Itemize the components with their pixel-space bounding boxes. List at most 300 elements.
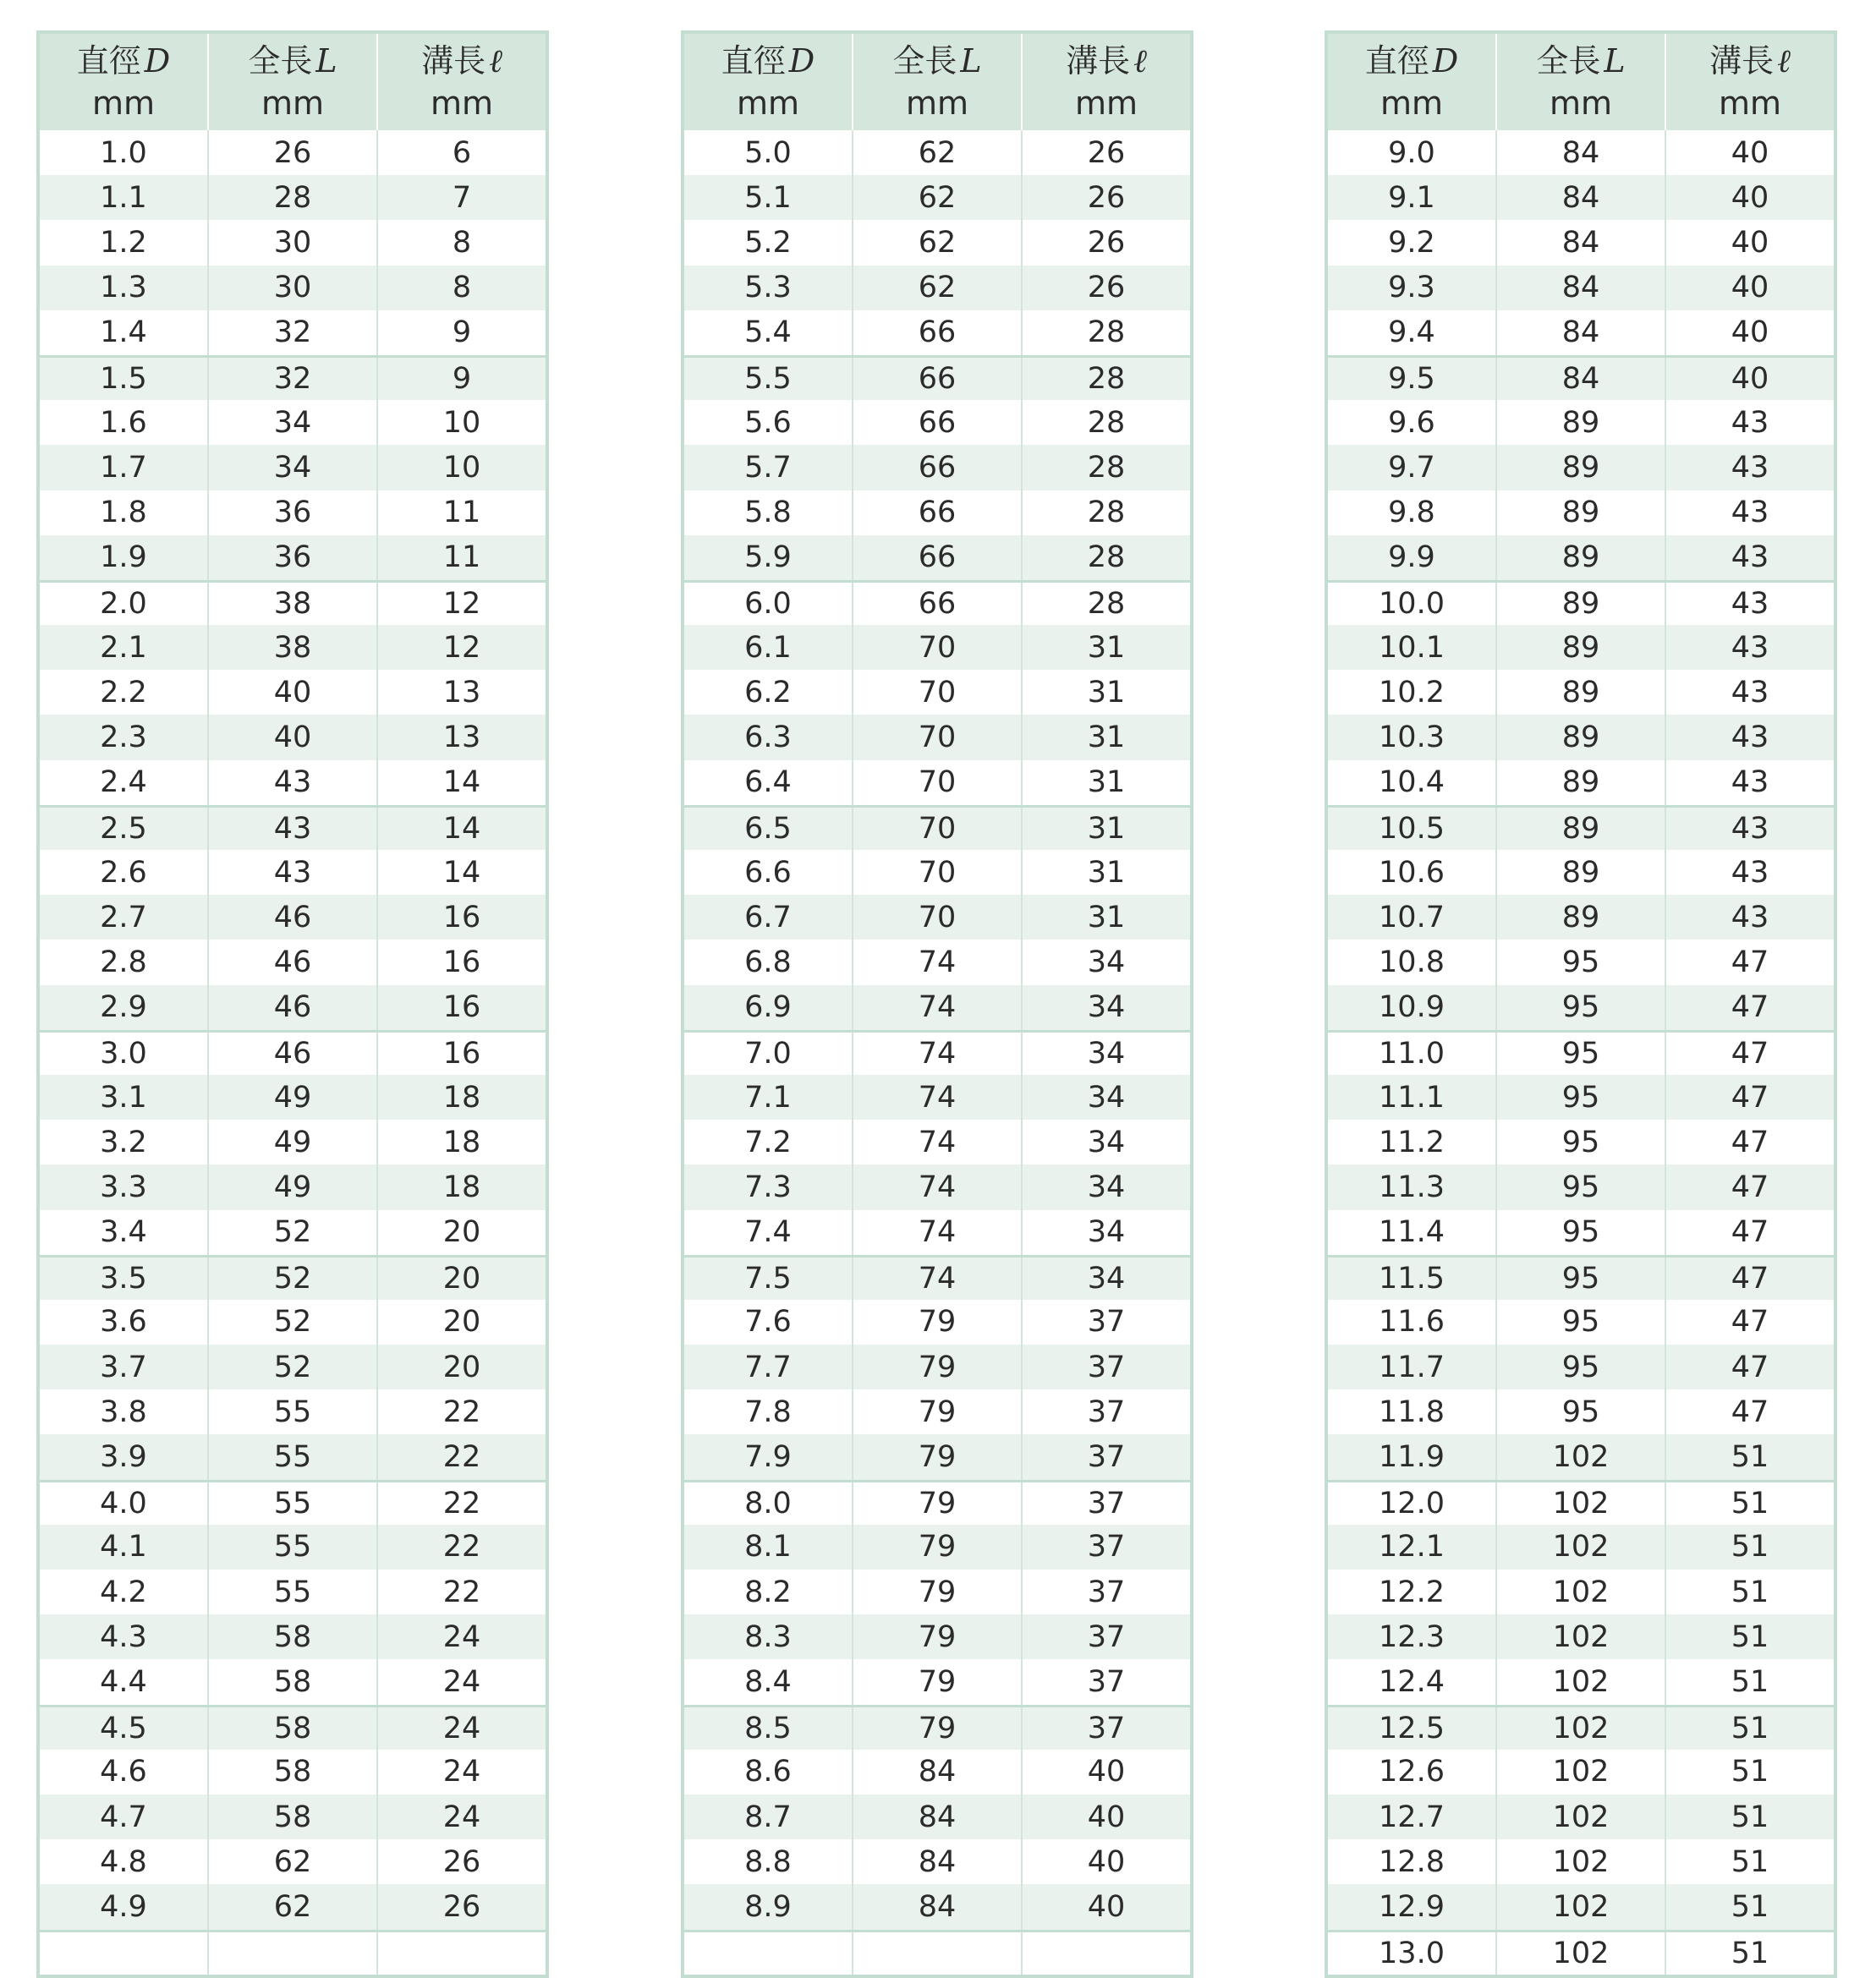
total-length-cell: 95 xyxy=(1495,1164,1665,1209)
table-row xyxy=(1328,985,1834,1030)
diameter-cell: 8.8 xyxy=(744,1844,792,1879)
header-label: 溝長 xyxy=(421,42,486,79)
flute-length-cell: 26 xyxy=(1021,175,1190,220)
diameter-cell: 9.7 xyxy=(1388,450,1435,485)
header-symbol: L xyxy=(315,42,337,79)
table-row xyxy=(684,1705,1190,1750)
flute-length-cell: 51 xyxy=(1665,1434,1834,1479)
total-length-cell: 79 xyxy=(852,1300,1021,1345)
total-length-cell: 66 xyxy=(852,445,1021,490)
table-row xyxy=(1328,580,1834,625)
total-length-cell: 32 xyxy=(207,310,376,355)
diameter-cell: 10.8 xyxy=(1379,945,1445,979)
flute-length-cell: 31 xyxy=(1021,850,1190,895)
table-row xyxy=(40,310,546,355)
diameter-cell: 1.4 xyxy=(100,315,147,350)
flute-length-cell: 47 xyxy=(1665,1210,1834,1255)
table-row xyxy=(40,1075,546,1120)
diameter-cell: 2.2 xyxy=(100,675,147,710)
flute-length-cell: 28 xyxy=(1021,490,1190,535)
table-row xyxy=(40,1884,546,1929)
flute-length-cell: 28 xyxy=(1021,400,1190,445)
diameter-cell: 12.9 xyxy=(1379,1889,1445,1924)
header-symbol: L xyxy=(960,42,982,79)
flute-length-cell: 18 xyxy=(376,1164,546,1209)
table-row xyxy=(1328,490,1834,535)
total-length-cell: 79 xyxy=(852,1570,1021,1614)
total-length-cell: 49 xyxy=(207,1164,376,1209)
diameter-cell: 6.6 xyxy=(744,855,792,890)
flute-length-cell: 34 xyxy=(1021,1164,1190,1209)
flute-length-cell: 20 xyxy=(376,1210,546,1255)
table-row xyxy=(1328,1434,1834,1479)
diameter-cell: 1.7 xyxy=(100,450,147,485)
total-length-cell: 95 xyxy=(1495,1120,1665,1164)
flute-length-cell: 28 xyxy=(1021,583,1190,625)
diameter-cell: 9.2 xyxy=(1388,225,1435,260)
table-row xyxy=(1328,1120,1834,1164)
diameter-cell: 3.1 xyxy=(100,1080,147,1115)
total-length-cell: 95 xyxy=(1495,1257,1665,1300)
table-row xyxy=(40,1434,546,1479)
total-length-cell: 89 xyxy=(1495,808,1665,850)
table-row xyxy=(40,760,546,805)
table-row xyxy=(40,1120,546,1164)
table-row xyxy=(40,445,546,490)
flute-length-cell: 24 xyxy=(376,1707,546,1750)
total-length-cell: 89 xyxy=(1495,535,1665,580)
table-row xyxy=(684,490,1190,535)
flute-length-cell: 14 xyxy=(376,808,546,850)
flute-length-cell: 40 xyxy=(1021,1839,1190,1884)
flute-length-cell: 43 xyxy=(1665,490,1834,535)
header-symbol: D xyxy=(788,42,815,79)
total-length-cell: 102 xyxy=(1495,1525,1665,1570)
header-label: 溝長 xyxy=(1709,42,1775,79)
header-unit: mm xyxy=(905,85,969,122)
header-unit: mm xyxy=(1380,85,1444,122)
total-length-cell: 95 xyxy=(1495,1300,1665,1345)
diameter-cell: 4.2 xyxy=(100,1575,147,1609)
diameter-cell: 8.2 xyxy=(744,1575,792,1609)
diameter-cell: 5.3 xyxy=(744,271,792,305)
table-row xyxy=(1328,1570,1834,1614)
table-row xyxy=(40,1300,546,1345)
header-symbol: D xyxy=(1432,42,1459,79)
total-length-cell: 74 xyxy=(852,940,1021,984)
diameter-cell: 11.7 xyxy=(1379,1350,1445,1384)
flute-length-cell: 51 xyxy=(1665,1614,1834,1659)
header-label: 直徑 xyxy=(76,42,141,79)
total-length-cell: 26 xyxy=(207,130,376,175)
diameter-cell: 4.5 xyxy=(100,1711,147,1745)
total-length-cell: 46 xyxy=(207,895,376,940)
table-row xyxy=(40,985,546,1030)
table-row xyxy=(1328,1255,1834,1300)
diameter-cell: 4.6 xyxy=(100,1755,147,1789)
header-symbol: ℓ xyxy=(1777,42,1791,79)
total-length-cell: 102 xyxy=(1495,1482,1665,1525)
diameter-cell: 7.4 xyxy=(744,1215,792,1250)
header-unit: mm xyxy=(1074,85,1138,122)
flute-length-cell: 37 xyxy=(1021,1707,1190,1750)
flute-length-cell: 12 xyxy=(376,583,546,625)
total-length-cell: 102 xyxy=(1495,1659,1665,1704)
spec-table-2 xyxy=(681,30,1193,1978)
table-row xyxy=(1328,1794,1834,1839)
diameter-cell: 4.8 xyxy=(100,1844,147,1879)
total-length-cell: 62 xyxy=(207,1839,376,1884)
table-row xyxy=(684,1389,1190,1434)
flute-length-cell: 40 xyxy=(1665,220,1834,265)
header-flute-length xyxy=(1021,34,1190,130)
diameter-cell: 11.0 xyxy=(1379,1036,1445,1071)
table-row xyxy=(1328,1614,1834,1659)
total-length-cell: 66 xyxy=(852,310,1021,355)
flute-length-cell: 11 xyxy=(376,490,546,535)
table-row xyxy=(684,445,1190,490)
total-length-cell: 102 xyxy=(1495,1839,1665,1884)
flute-length-cell: 47 xyxy=(1665,1120,1834,1164)
diameter-cell: 6.1 xyxy=(744,630,792,665)
table-row xyxy=(1328,400,1834,445)
total-length-cell: 84 xyxy=(1495,220,1665,265)
diameter-cell: 2.5 xyxy=(100,811,147,846)
flute-length-cell: 37 xyxy=(1021,1482,1190,1525)
table-row xyxy=(684,266,1190,310)
table-row xyxy=(684,985,1190,1030)
diameter-cell: 2.3 xyxy=(100,721,147,755)
table-row xyxy=(40,130,546,175)
flute-length-cell: 51 xyxy=(1665,1932,1834,1975)
diameter-cell: 1.6 xyxy=(100,405,147,440)
flute-length-cell: 31 xyxy=(1021,760,1190,805)
flute-length-cell: 43 xyxy=(1665,400,1834,445)
flute-length-cell: 11 xyxy=(376,535,546,580)
total-length-cell: 28 xyxy=(207,175,376,220)
total-length-cell: 84 xyxy=(852,1884,1021,1929)
diameter-cell: 1.0 xyxy=(100,135,147,170)
diameter-cell xyxy=(684,1932,852,1975)
diameter-cell: 1.3 xyxy=(100,271,147,305)
flute-length-cell: 51 xyxy=(1665,1525,1834,1570)
spec-table-1 xyxy=(36,30,549,1978)
total-length-cell: 66 xyxy=(852,490,1021,535)
total-length-cell: 46 xyxy=(207,940,376,984)
diameter-cell: 12.3 xyxy=(1379,1619,1445,1654)
total-length-cell: 89 xyxy=(1495,760,1665,805)
diameter-cell: 11.3 xyxy=(1379,1170,1445,1204)
table-row xyxy=(684,715,1190,759)
diameter-cell: 10.7 xyxy=(1379,900,1445,934)
table-row xyxy=(684,1570,1190,1614)
total-length-cell: 102 xyxy=(1495,1614,1665,1659)
header-symbol: ℓ xyxy=(489,42,502,79)
total-length-cell: 74 xyxy=(852,1033,1021,1075)
flute-length-cell: 40 xyxy=(1665,130,1834,175)
flute-length-cell: 9 xyxy=(376,358,546,400)
diameter-cell: 1.5 xyxy=(100,362,147,397)
total-length-cell: 74 xyxy=(852,1075,1021,1120)
table-row xyxy=(684,1345,1190,1389)
table-row xyxy=(1328,940,1834,984)
total-length-cell: 89 xyxy=(1495,445,1665,490)
table-row xyxy=(684,1075,1190,1120)
flute-length-cell: 43 xyxy=(1665,670,1834,715)
total-length-cell: 52 xyxy=(207,1257,376,1300)
total-length-cell: 84 xyxy=(1495,358,1665,400)
diameter-cell: 11.9 xyxy=(1379,1440,1445,1475)
flute-length-cell: 51 xyxy=(1665,1707,1834,1750)
table-row xyxy=(40,175,546,220)
total-length-cell: 32 xyxy=(207,358,376,400)
table-row xyxy=(1328,670,1834,715)
diameter-cell: 2.4 xyxy=(100,765,147,800)
total-length-cell: 58 xyxy=(207,1707,376,1750)
header-unit: mm xyxy=(1549,85,1613,122)
diameter-cell: 8.9 xyxy=(744,1889,792,1924)
diameter-cell: 12.2 xyxy=(1379,1575,1445,1609)
flute-length-cell: 28 xyxy=(1021,310,1190,355)
flute-length-cell: 37 xyxy=(1021,1300,1190,1345)
table-row xyxy=(1328,1930,1834,1975)
total-length-cell: 89 xyxy=(1495,400,1665,445)
header-unit: mm xyxy=(430,85,494,122)
header-diameter xyxy=(684,34,852,130)
table-row xyxy=(684,1930,1190,1975)
diameter-cell: 12.4 xyxy=(1379,1664,1445,1699)
diameter-cell: 5.4 xyxy=(744,315,792,350)
diameter-cell: 4.9 xyxy=(100,1889,147,1924)
diameter-cell: 2.7 xyxy=(100,900,147,934)
table-row xyxy=(684,1659,1190,1704)
flute-length-cell: 34 xyxy=(1021,1210,1190,1255)
total-length-cell: 102 xyxy=(1495,1570,1665,1614)
table-row xyxy=(40,1389,546,1434)
flute-length-cell: 10 xyxy=(376,400,546,445)
total-length-cell: 102 xyxy=(1495,1794,1665,1839)
diameter-cell: 5.1 xyxy=(744,180,792,215)
diameter-cell: 12.6 xyxy=(1379,1755,1445,1789)
total-length-cell: 40 xyxy=(207,715,376,759)
diameter-cell: 6.0 xyxy=(744,586,792,621)
flute-length-cell: 34 xyxy=(1021,1033,1190,1075)
table-row xyxy=(684,1300,1190,1345)
flute-length-cell: 47 xyxy=(1665,1033,1834,1075)
table-row xyxy=(684,130,1190,175)
header-label: 溝長 xyxy=(1066,42,1131,79)
total-length-cell: 84 xyxy=(1495,130,1665,175)
total-length-cell: 55 xyxy=(207,1525,376,1570)
diameter-cell: 8.7 xyxy=(744,1800,792,1834)
flute-length-cell: 16 xyxy=(376,895,546,940)
table-row xyxy=(684,1839,1190,1884)
diameter-cell: 11.8 xyxy=(1379,1394,1445,1429)
total-length-cell: 55 xyxy=(207,1434,376,1479)
diameter-cell: 6.2 xyxy=(744,675,792,710)
total-length-cell: 70 xyxy=(852,808,1021,850)
spec-table-3 xyxy=(1325,30,1837,1978)
flute-length-cell: 37 xyxy=(1021,1570,1190,1614)
table-row xyxy=(684,1210,1190,1255)
flute-length-cell: 31 xyxy=(1021,625,1190,670)
header-label: 直徑 xyxy=(721,42,786,79)
flute-length-cell: 18 xyxy=(376,1075,546,1120)
total-length-cell: 70 xyxy=(852,625,1021,670)
total-length-cell: 84 xyxy=(852,1750,1021,1794)
table-body xyxy=(1328,130,1834,1975)
table-row xyxy=(40,715,546,759)
diameter-cell: 5.2 xyxy=(744,225,792,260)
total-length-cell: 34 xyxy=(207,400,376,445)
diameter-cell: 7.8 xyxy=(744,1394,792,1429)
table-row xyxy=(40,490,546,535)
table-row xyxy=(40,805,546,850)
diameter-cell: 12.8 xyxy=(1379,1844,1445,1879)
total-length-cell: 36 xyxy=(207,535,376,580)
flute-length-cell: 51 xyxy=(1665,1794,1834,1839)
diameter-cell: 10.0 xyxy=(1379,586,1445,621)
total-length-cell: 62 xyxy=(852,130,1021,175)
diameter-cell: 1.8 xyxy=(100,496,147,530)
flute-length-cell xyxy=(376,1932,546,1975)
diameter-cell: 7.1 xyxy=(744,1080,792,1115)
flute-length-cell: 20 xyxy=(376,1257,546,1300)
total-length-cell xyxy=(852,1932,1021,1975)
diameter-cell: 6.3 xyxy=(744,721,792,755)
total-length-cell: 95 xyxy=(1495,1210,1665,1255)
total-length-cell: 102 xyxy=(1495,1750,1665,1794)
flute-length-cell: 40 xyxy=(1021,1750,1190,1794)
total-length-cell: 30 xyxy=(207,266,376,310)
diameter-cell: 6.8 xyxy=(744,945,792,979)
table-row xyxy=(40,1570,546,1614)
table-row xyxy=(40,1525,546,1570)
diameter-cell: 9.9 xyxy=(1388,540,1435,575)
header-diameter xyxy=(1328,34,1495,130)
flute-length-cell: 47 xyxy=(1665,1300,1834,1345)
flute-length-cell: 13 xyxy=(376,715,546,759)
total-length-cell: 70 xyxy=(852,670,1021,715)
total-length-cell: 46 xyxy=(207,1033,376,1075)
flute-length-cell: 40 xyxy=(1665,175,1834,220)
flute-length-cell: 34 xyxy=(1021,1120,1190,1164)
table-row xyxy=(684,760,1190,805)
diameter-cell: 12.7 xyxy=(1379,1800,1445,1834)
total-length-cell: 102 xyxy=(1495,1434,1665,1479)
total-length-cell: 74 xyxy=(852,1164,1021,1209)
diameter-cell: 3.5 xyxy=(100,1261,147,1296)
flute-length-cell: 22 xyxy=(376,1570,546,1614)
diameter-cell: 1.9 xyxy=(100,540,147,575)
header-total-length xyxy=(207,34,376,130)
flute-length-cell: 14 xyxy=(376,760,546,805)
diameter-cell: 2.0 xyxy=(100,586,147,621)
flute-length-cell: 26 xyxy=(1021,220,1190,265)
diameter-cell: 10.2 xyxy=(1379,675,1445,710)
table-row xyxy=(1328,715,1834,759)
header-unit: mm xyxy=(261,85,325,122)
flute-length-cell: 20 xyxy=(376,1300,546,1345)
table-row xyxy=(684,1750,1190,1794)
table-row xyxy=(40,400,546,445)
table-row xyxy=(40,1750,546,1794)
table-row xyxy=(684,940,1190,984)
total-length-cell: 70 xyxy=(852,715,1021,759)
table-row xyxy=(684,625,1190,670)
diameter-cell: 2.9 xyxy=(100,990,147,1025)
flute-length-cell: 47 xyxy=(1665,940,1834,984)
diameter-cell: 5.8 xyxy=(744,496,792,530)
flute-length-cell: 34 xyxy=(1021,1075,1190,1120)
table-row xyxy=(40,1345,546,1389)
total-length-cell: 58 xyxy=(207,1659,376,1704)
flute-length-cell: 12 xyxy=(376,625,546,670)
table-row xyxy=(1328,1839,1834,1884)
total-length-cell: 55 xyxy=(207,1482,376,1525)
header-flute-length xyxy=(376,34,546,130)
total-length-cell: 84 xyxy=(1495,310,1665,355)
diameter-cell: 11.5 xyxy=(1379,1261,1445,1296)
flute-length-cell: 31 xyxy=(1021,670,1190,715)
diameter-cell: 10.5 xyxy=(1379,811,1445,846)
table-row xyxy=(40,535,546,580)
table-row xyxy=(684,1794,1190,1839)
flute-length-cell: 47 xyxy=(1665,1389,1834,1434)
flute-length-cell: 24 xyxy=(376,1750,546,1794)
diameter-cell: 3.0 xyxy=(100,1036,147,1071)
total-length-cell: 49 xyxy=(207,1120,376,1164)
table-row xyxy=(684,850,1190,895)
diameter-cell: 6.4 xyxy=(744,765,792,800)
table-row xyxy=(40,1930,546,1975)
total-length-cell: 36 xyxy=(207,490,376,535)
flute-length-cell: 10 xyxy=(376,445,546,490)
table-row xyxy=(684,310,1190,355)
header-unit: mm xyxy=(736,85,800,122)
total-length-cell: 70 xyxy=(852,895,1021,940)
table-row xyxy=(684,1884,1190,1929)
diameter-cell: 1.2 xyxy=(100,225,147,260)
diameter-cell: 7.9 xyxy=(744,1440,792,1475)
table-row xyxy=(1328,805,1834,850)
table-row xyxy=(40,1839,546,1884)
total-length-cell: 62 xyxy=(852,266,1021,310)
diameter-cell: 4.1 xyxy=(100,1530,147,1564)
flute-length-cell: 34 xyxy=(1021,940,1190,984)
diameter-cell: 9.5 xyxy=(1388,362,1435,397)
total-length-cell: 89 xyxy=(1495,583,1665,625)
total-length-cell: 34 xyxy=(207,445,376,490)
flute-length-cell: 40 xyxy=(1021,1794,1190,1839)
total-length-cell: 95 xyxy=(1495,1033,1665,1075)
table-row xyxy=(684,670,1190,715)
table-row xyxy=(40,1164,546,1209)
flute-length-cell: 26 xyxy=(376,1839,546,1884)
flute-length-cell: 18 xyxy=(376,1120,546,1164)
total-length-cell: 79 xyxy=(852,1345,1021,1389)
flute-length-cell: 51 xyxy=(1665,1659,1834,1704)
total-length-cell: 66 xyxy=(852,583,1021,625)
diameter-cell: 4.3 xyxy=(100,1619,147,1654)
total-length-cell: 58 xyxy=(207,1614,376,1659)
total-length-cell: 30 xyxy=(207,220,376,265)
diameter-cell: 7.7 xyxy=(744,1350,792,1384)
table-row xyxy=(684,1525,1190,1570)
total-length-cell: 89 xyxy=(1495,490,1665,535)
diameter-cell: 9.6 xyxy=(1388,405,1435,440)
diameter-cell: 3.8 xyxy=(100,1394,147,1429)
